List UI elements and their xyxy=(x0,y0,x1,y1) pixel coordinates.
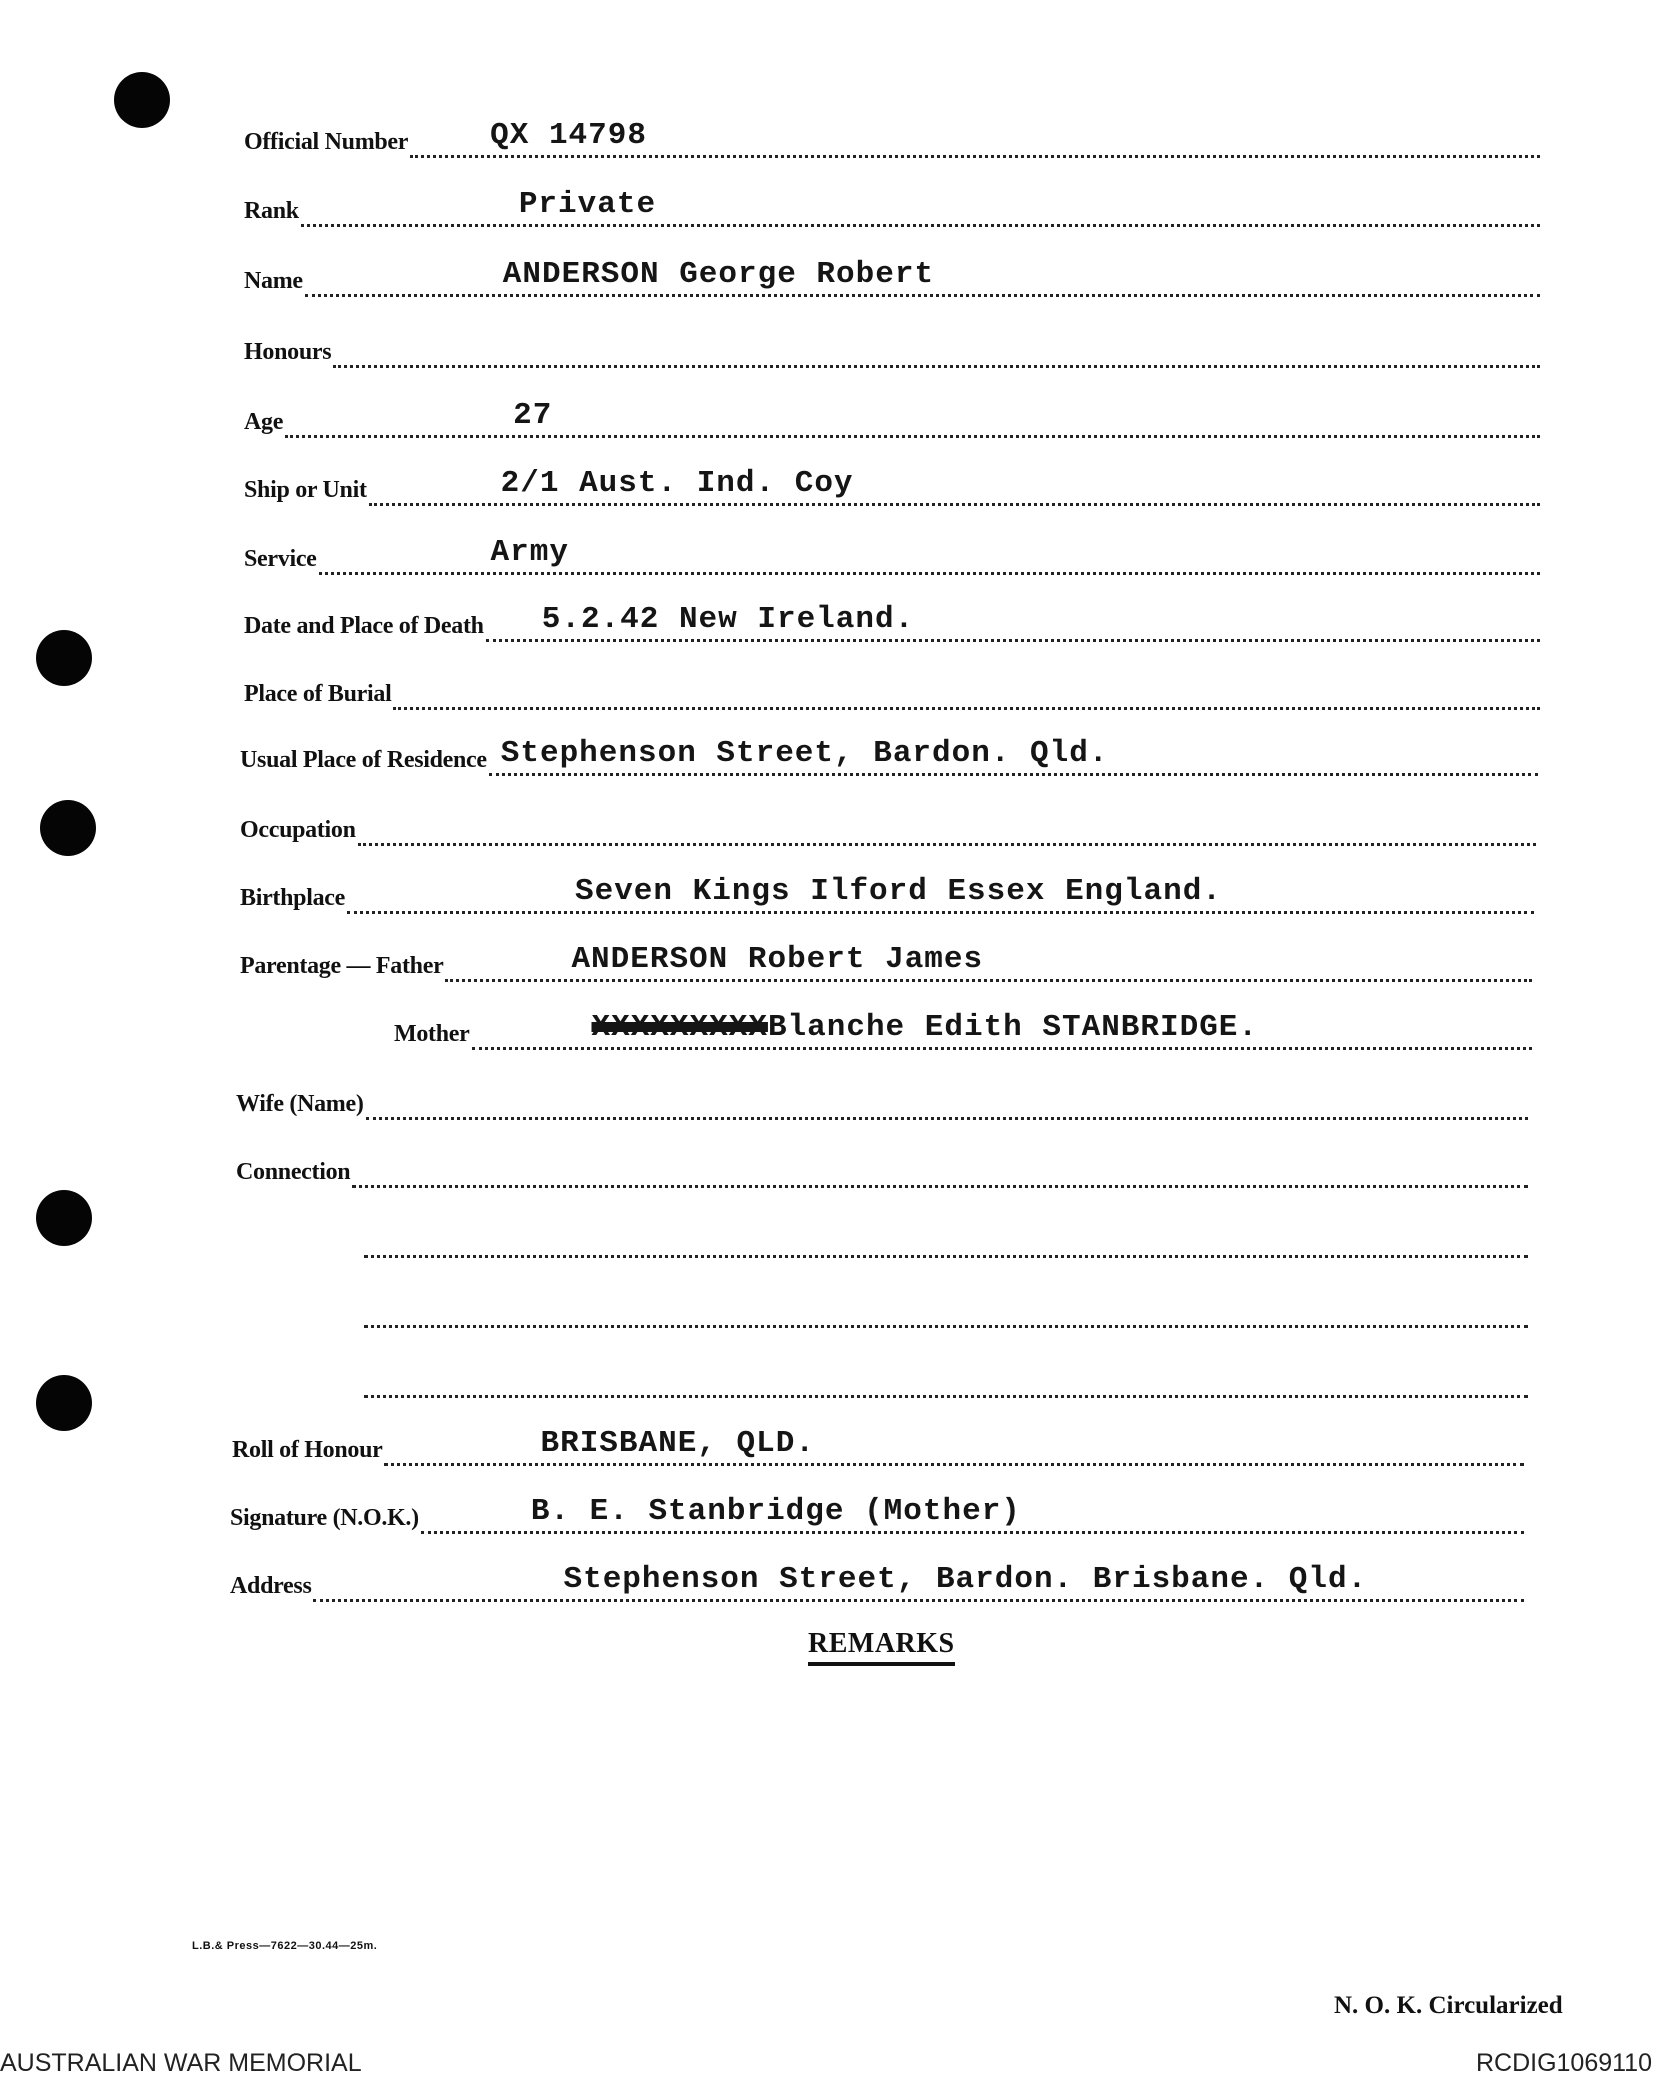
field-value: 2/1 Aust. Ind. Coy xyxy=(500,466,854,501)
field-label: Honours xyxy=(244,339,332,365)
field-label: Connection xyxy=(236,1159,351,1185)
field-line xyxy=(319,535,1540,575)
field-name xyxy=(244,257,1540,297)
field-roll-of-honour xyxy=(232,1426,1524,1466)
field-line xyxy=(384,1426,1524,1466)
field-label: Parentage — Father xyxy=(240,953,444,979)
field-label: Roll of Honour xyxy=(232,1437,383,1463)
field-line xyxy=(445,942,1532,982)
field-line xyxy=(393,677,1540,710)
field-birthplace xyxy=(240,874,1534,914)
field-line xyxy=(313,1562,1524,1602)
field-value: 5.2.42 New Ireland. xyxy=(541,602,915,637)
printer-imprint: L.B.& Press—7622—30.44—25m. xyxy=(192,1940,378,1952)
field-date-place-death xyxy=(244,602,1540,642)
punch-hole xyxy=(40,800,96,856)
field-value xyxy=(592,1010,1259,1045)
field-honours xyxy=(244,328,1540,368)
footer-item-id: RCDIG1069110 xyxy=(1475,2049,1652,2077)
field-line xyxy=(472,1010,1533,1050)
field-line xyxy=(364,1295,1528,1328)
field-line xyxy=(489,736,1538,776)
field-value: ANDERSON George Robert xyxy=(502,257,935,292)
field-value: Stephenson Street, Bardon. Brisbane. Qld. xyxy=(563,1562,1368,1597)
remarks-heading: REMARKS xyxy=(808,1628,955,1666)
field-line xyxy=(486,602,1540,642)
field-value: QX 14798 xyxy=(490,118,647,153)
field-place-of-burial xyxy=(244,670,1540,710)
field-value: 27 xyxy=(513,398,553,433)
field-rank xyxy=(244,187,1540,227)
field-line xyxy=(347,874,1534,914)
field-ship-or-unit xyxy=(244,466,1540,506)
field-signature xyxy=(230,1494,1524,1534)
field-label: Date and Place of Death xyxy=(244,613,484,639)
field-mother xyxy=(394,1010,1532,1050)
field-label: Service xyxy=(244,546,317,572)
punch-hole xyxy=(36,1190,92,1246)
field-label: Name xyxy=(244,268,303,294)
field-line xyxy=(364,1365,1528,1398)
field-value: ANDERSON Robert James xyxy=(571,942,984,977)
field-value: B. E. Stanbridge (Mother) xyxy=(530,1494,1021,1529)
field-line xyxy=(421,1494,1524,1534)
field-line xyxy=(364,1225,1528,1258)
punch-hole xyxy=(36,1375,92,1431)
field-father xyxy=(240,942,1532,982)
field-line xyxy=(333,335,1540,368)
field-label: Rank xyxy=(244,198,299,224)
field-label: Usual Place of Residence xyxy=(240,747,487,773)
field-line xyxy=(410,118,1540,158)
connection-extra-line xyxy=(362,1358,1528,1398)
field-occupation xyxy=(240,806,1536,846)
field-label: Occupation xyxy=(240,817,356,843)
field-label: Birthplace xyxy=(240,885,345,911)
field-service xyxy=(244,535,1540,575)
field-label: Official Number xyxy=(244,129,409,155)
connection-extra-line xyxy=(362,1218,1528,1258)
nok-stamp: N. O. K. Circularized xyxy=(1334,1992,1563,2019)
connection-extra-line xyxy=(362,1288,1528,1328)
footer-institution: AUSTRALIAN WAR MEMORIAL xyxy=(0,2049,362,2077)
field-label: Address xyxy=(230,1573,312,1599)
mother-name-text: Blanche Edith STANBRIDGE. xyxy=(767,1010,1259,1045)
field-connection xyxy=(236,1148,1528,1188)
punch-hole xyxy=(114,72,170,128)
field-usual-residence xyxy=(240,736,1538,776)
field-label: Mother xyxy=(394,1021,470,1047)
field-value: Stephenson Street, Bardon. Qld. xyxy=(500,736,1109,771)
field-line xyxy=(285,398,1540,438)
field-value: Seven Kings Ilford Essex England. xyxy=(575,874,1222,909)
field-address xyxy=(230,1562,1524,1602)
field-value: Army xyxy=(490,535,569,570)
punch-hole xyxy=(36,630,92,686)
field-line xyxy=(369,466,1540,506)
field-label: Signature (N.O.K.) xyxy=(230,1505,419,1531)
field-age xyxy=(244,398,1540,438)
field-label: Age xyxy=(244,409,284,435)
field-value: Private xyxy=(518,187,657,222)
field-label: Ship or Unit xyxy=(244,477,367,503)
field-line xyxy=(301,187,1540,227)
struck-text: XXXXXXXXX xyxy=(591,1010,768,1045)
field-official-number xyxy=(244,118,1540,158)
field-label: Wife (Name) xyxy=(236,1091,364,1117)
field-line xyxy=(366,1087,1528,1120)
field-label: Place of Burial xyxy=(244,681,392,707)
field-value: BRISBANE, QLD. xyxy=(540,1426,815,1461)
field-line xyxy=(305,257,1540,297)
field-wife xyxy=(236,1080,1528,1120)
field-line xyxy=(358,813,1536,846)
field-line xyxy=(352,1155,1528,1188)
